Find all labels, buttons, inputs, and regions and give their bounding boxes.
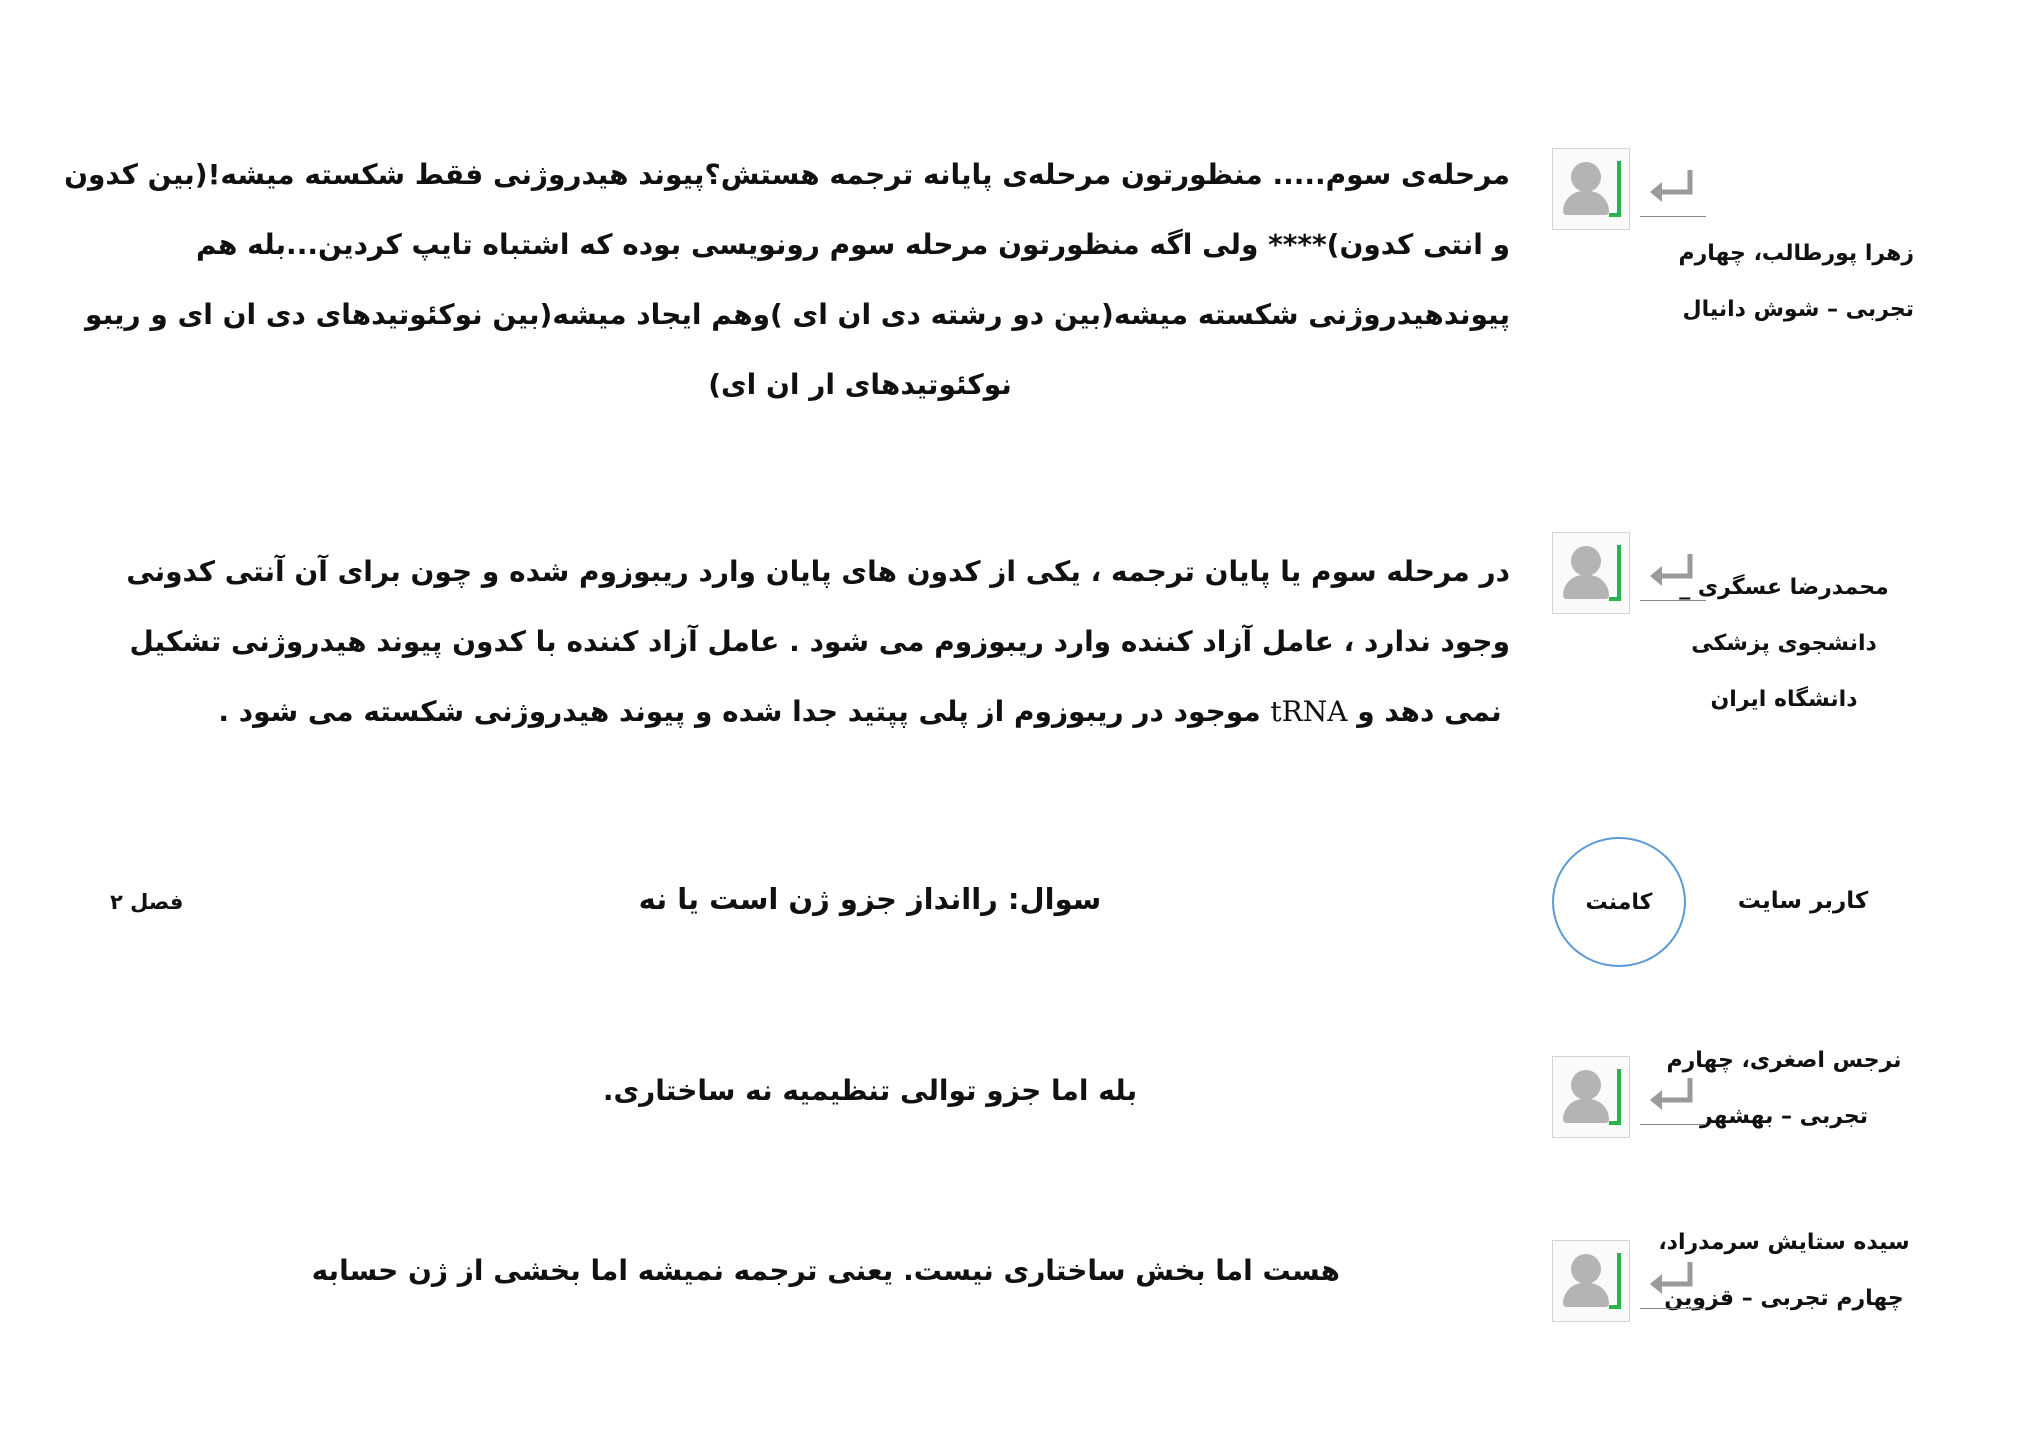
avatar-icon — [1552, 148, 1630, 230]
author-name: نرجس اصغری، چهارم — [1666, 1048, 1902, 1073]
site-user-label: کاربر سایت — [1737, 888, 1869, 914]
avatar-icon — [1552, 1056, 1630, 1138]
author-detail: چهارم تجربی – قزوین — [1664, 1286, 1904, 1311]
author-detail: تجربی – شوش دانیال — [1682, 297, 1914, 322]
comment-line: وجود ندارد ، عامل آزاد کننده وارد ریبوزوم می شود . عامل آزاد کننده با کدون پیوند هیدروژنی تشکیل — [129, 625, 1510, 658]
comment-line: در مرحله سوم یا پایان ترجمه ، یکی از کدون های پایان وارد ریبوزوم شده و چون برای آن آنتی کدونی — [126, 555, 1510, 588]
comment-badge — [1552, 837, 1686, 967]
comment-line: بله اما جزو توالی تنظیمیه نه ساختاری. — [602, 1074, 1138, 1107]
avatar-icon — [1552, 1240, 1630, 1322]
author-name: سیده ستایش سرمدراد، — [1658, 1230, 1910, 1255]
author-name: زهرا پورطالب، چهارم — [1678, 241, 1914, 266]
comment-line: پیوندهیدروژنی شکسته میشه(بین دو رشته دی ان ای )وهم ایجاد میشه(بین نوکئوتیدهای دی ان ای و ریبو — [85, 298, 1510, 331]
author-name: محمدرضا عسگری _ — [1679, 575, 1889, 600]
comment-line: هست اما بخش ساختاری نیست. یعنی ترجمه نمیشه اما بخشی از ژن حسابه — [311, 1254, 1340, 1287]
question-text: سوال: راانداز جزو ژن است یا نه — [638, 882, 1102, 916]
trna-term: tRNA — [1270, 695, 1348, 728]
comment-line — [210, 677, 1510, 747]
chapter-label: فصل ۲ — [110, 890, 184, 914]
line-part: موجود در ریبوزوم از پلی پپتید جدا شده و پیوند هیدروژنی شکسته می شود . — [218, 695, 1271, 728]
comment-line: نوکئوتیدهای ار ان ای) — [708, 368, 1012, 401]
comment-icons — [1546, 1240, 1706, 1322]
comment-text — [560, 1056, 1180, 1126]
comment-badge-label: کامنت — [1585, 889, 1653, 915]
comment-icons — [1546, 1056, 1706, 1138]
comment-text — [126, 537, 1510, 747]
author-detail: دانشجوی پزشکی — [1691, 631, 1877, 656]
comment-text — [311, 1236, 1340, 1306]
comment-line: و انتی کدون)**** ولی اگه منظورتون مرحله سوم رونویسی بوده که اشتباه تایپ کردین...بله هم — [196, 228, 1510, 261]
reply-arrow-icon[interactable] — [1640, 160, 1706, 217]
comment-text — [64, 140, 1510, 420]
reply-arrow-icon[interactable] — [1640, 1068, 1706, 1125]
avatar-icon — [1552, 532, 1630, 614]
reply-arrow-icon[interactable] — [1640, 544, 1706, 601]
comment-line: مرحله‌ی سوم..... منظورتون مرحله‌ی پایانه ترجمه هستش؟پیوند هیدروژنی فقط شکسته میشه!(بین کدون — [64, 158, 1510, 191]
line-part: نمی دهد و — [1347, 695, 1502, 728]
author-detail: دانشگاه ایران — [1710, 687, 1858, 712]
author-detail: تجربی – بهشهر — [1699, 1104, 1869, 1129]
comment-icons — [1546, 148, 1706, 230]
comment-author — [1654, 226, 1914, 338]
reply-arrow-icon[interactable] — [1640, 1252, 1706, 1309]
comment-icons — [1546, 532, 1706, 614]
